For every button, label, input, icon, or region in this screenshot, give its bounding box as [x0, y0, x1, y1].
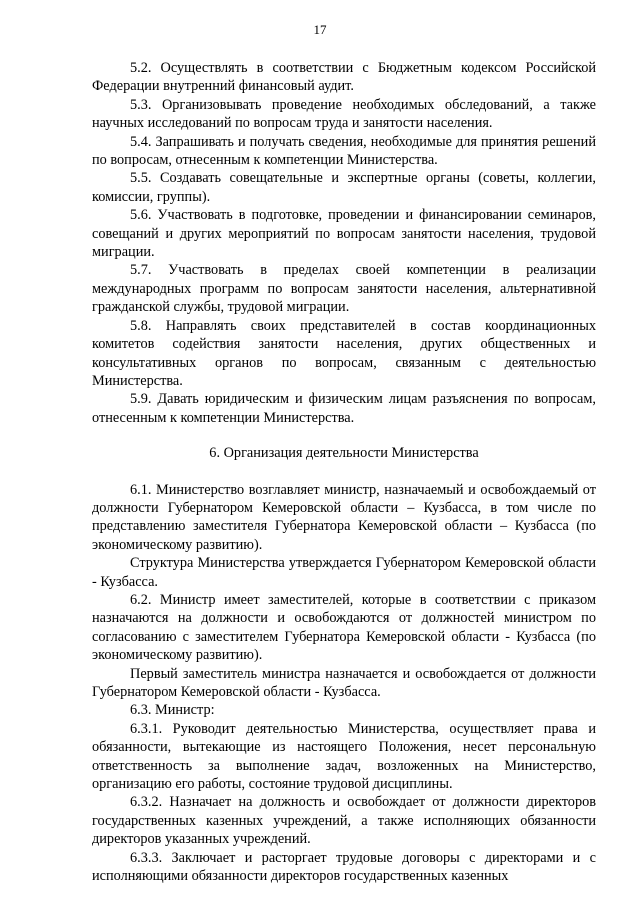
paragraph-6-3: 6.3. Министр: [130, 702, 215, 719]
paragraph-5-6: 5.6. Участвовать в подготовке, проведении и финансировании семинаров, совещаний и других мероприятий по вопросам занятости населения, трудовой миграции. [92, 207, 596, 261]
paragraph-5-2: 5.2. Осуществлять в соответствии с Бюджетным кодексом Российской Федерации внутренний финансовый аудит. [92, 60, 596, 95]
paragraph-6-3-2: 6.3.2. Назначает на должность и освобождает от должности директоров государственных казенных учреждений, а также исполняющих обязанности директоров указанных учреждений. [92, 794, 596, 848]
paragraph-5-7: 5.7. Участвовать в пределах своей компетенции в реализации международных программ по вопросам занятости населения, альтернативной гражданской службы, трудовой миграции. [92, 262, 596, 316]
paragraph-first-deputy: Первый заместитель министра назначается и освобождается от должности Губернатором Кемеровской области - Кузбасса. [92, 665, 596, 700]
paragraph-5-9: 5.9. Давать юридическим и физическим лицам разъяснения по вопросам, отнесенным к компетенции Министерства. [92, 391, 596, 426]
paragraph-5-3: 5.3. Организовывать проведение необходимых обследований, а также научных исследований по вопросам труда и занятости населения. [92, 96, 596, 132]
paragraph-6-3-1: 6.3.1. Руководит деятельностью Министерства, осуществляет права и обязанности, вытекающие из настоящего Положения, несет персональную ответственность за выполнение задач, возложенных на Министерство, организацию его работы, состояние трудовой дисциплины. [92, 720, 596, 793]
paragraph-structure: Структура Министерства утверждается Губернатором Кемеровской области - Кузбасса. [92, 555, 596, 590]
document-body [92, 59, 596, 885]
section-heading: 6. Организация деятельности Министерства [209, 445, 479, 462]
paragraph-5-8: 5.8. Направлять своих представителей в состав координационных комитетов содействия занятости населения, других общественных и консультативных органов по вопросам, связанным с деятельностью Министерства. [92, 317, 596, 389]
page-number: 17 [313, 22, 327, 37]
paragraph-5-4: 5.4. Запрашивать и получать сведения, необходимые для принятия решений по вопросам, отнесенным к компетенции Министерства. [92, 133, 596, 169]
paragraph-6-1: 6.1. Министерство возглавляет министр, назначаемый и освобождаемый от должности Губернатором Кемеровской области – Кузбасса, в том числе по представлению заместителя Губернатора Кемеровской области – Кузбасса (по экономическому развитию). [92, 481, 596, 553]
paragraph-5-5: 5.5. Создавать совещательные и экспертные органы (советы, коллегии, комиссии, группы). [92, 170, 596, 205]
paragraph-6-3-3: 6.3.3. Заключает и расторгает трудовые договоры с директорами и с исполняющими обязанности директоров государственных казенных [92, 849, 596, 885]
paragraph-6-2: 6.2. Министр имеет заместителей, которые в соответствии с приказом назначаются на должности и освобождаются от должностей министром по согласованию с заместителем Губернатора Кемеровской области - Кузбасса (по экономическому развитию). [92, 591, 596, 664]
